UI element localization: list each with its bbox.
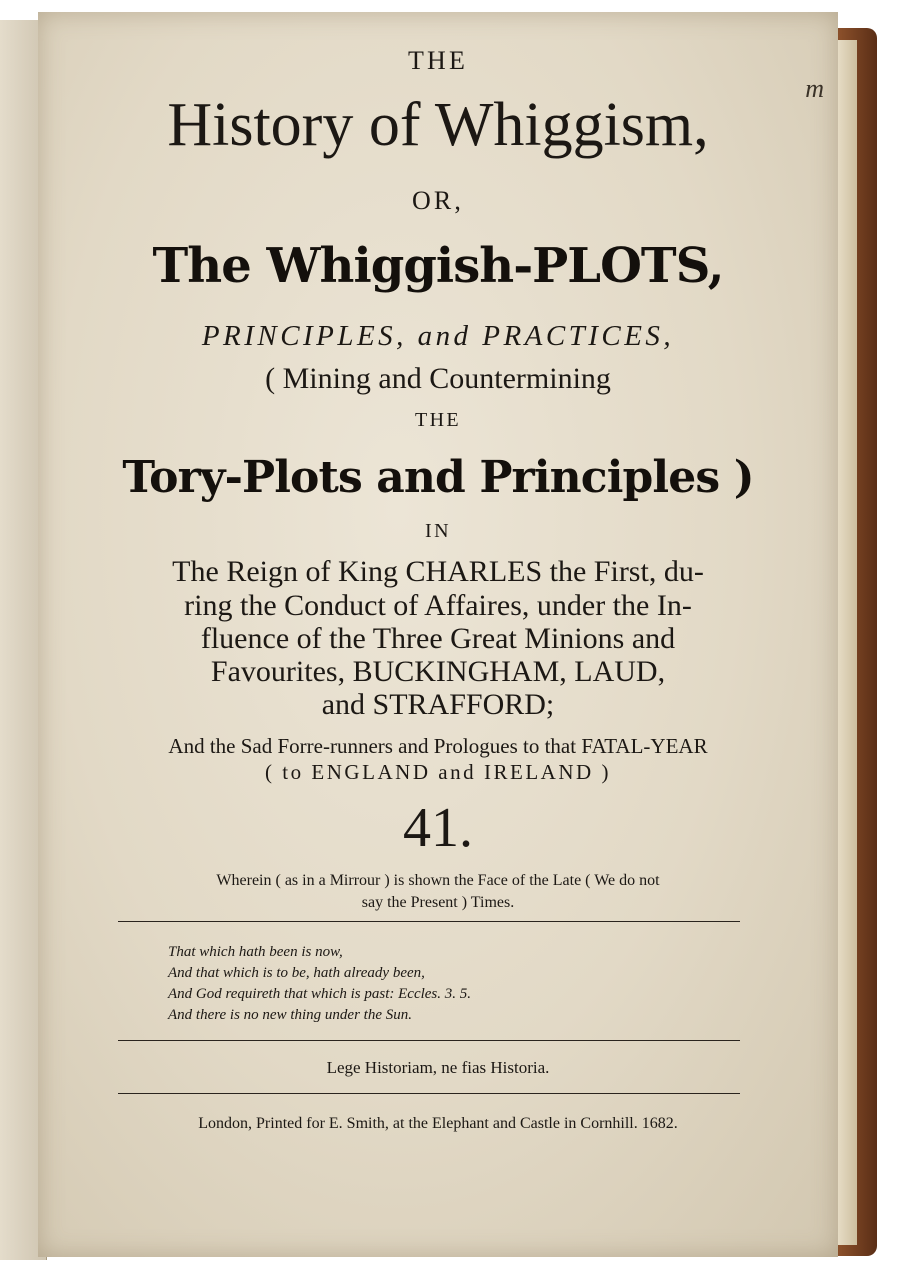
rule-3 bbox=[118, 1093, 740, 1094]
or-heading: OR, bbox=[412, 186, 464, 215]
quote-line-4: And there is no new thing under the Sun. bbox=[168, 1007, 412, 1023]
principles-line: PRINCIPLES, and PRACTICES, bbox=[201, 320, 675, 352]
wherein-line-2: say the Present ) Times. bbox=[361, 894, 515, 911]
year-41: 41. bbox=[403, 797, 473, 859]
reign-line-1: The Reign of King CHARLES the First, du- bbox=[172, 555, 704, 588]
mining-line: ( Mining and Countermining bbox=[265, 362, 611, 395]
title-page bbox=[38, 12, 838, 1257]
rule-1 bbox=[118, 921, 740, 922]
tory-plots-line: Tory-Plots and Principles ) bbox=[122, 452, 754, 503]
the-heading-2: THE bbox=[414, 409, 462, 431]
sad-line-1: And the Sad Forre-runners and Prologues to that FATAL-YEAR bbox=[168, 734, 708, 758]
reign-line-2: ring the Conduct of Affaires, under the In- bbox=[184, 589, 692, 622]
the-heading: THE bbox=[408, 46, 468, 75]
quote-line-3: And God requireth that which is past: Eccles. 3. 5. bbox=[168, 986, 472, 1002]
quote-line-1: That which hath been is now, bbox=[168, 944, 343, 960]
blackletter-title: The Whiggish-PLOTS, bbox=[152, 238, 724, 294]
reign-line-4: Favourites, BUCKINGHAM, LAUD, bbox=[210, 655, 666, 688]
reign-line-5: and STRAFFORD; bbox=[321, 688, 555, 721]
rule-2 bbox=[118, 1040, 740, 1041]
title-page-content bbox=[38, 12, 838, 1257]
motto: Lege Historiam, ne fias Historia. bbox=[326, 1058, 550, 1077]
quote-line-2: And that which is to be, hath already been, bbox=[168, 965, 425, 981]
sad-line-2: ( to ENGLAND and IRELAND ) bbox=[264, 760, 612, 784]
wherein-line-1: Wherein ( as in a Mirrour ) is shown the Face of the Late ( We do not bbox=[216, 872, 660, 889]
main-title: History of Whiggism, bbox=[167, 91, 709, 159]
imprint: London, Printed for E. Smith, at the Elephant and Castle in Cornhill. 1682. bbox=[198, 1115, 678, 1132]
in-heading: IN bbox=[425, 520, 451, 542]
reign-line-3: fluence of the Three Great Minions and bbox=[200, 622, 676, 655]
margin-mark: m bbox=[805, 74, 824, 103]
